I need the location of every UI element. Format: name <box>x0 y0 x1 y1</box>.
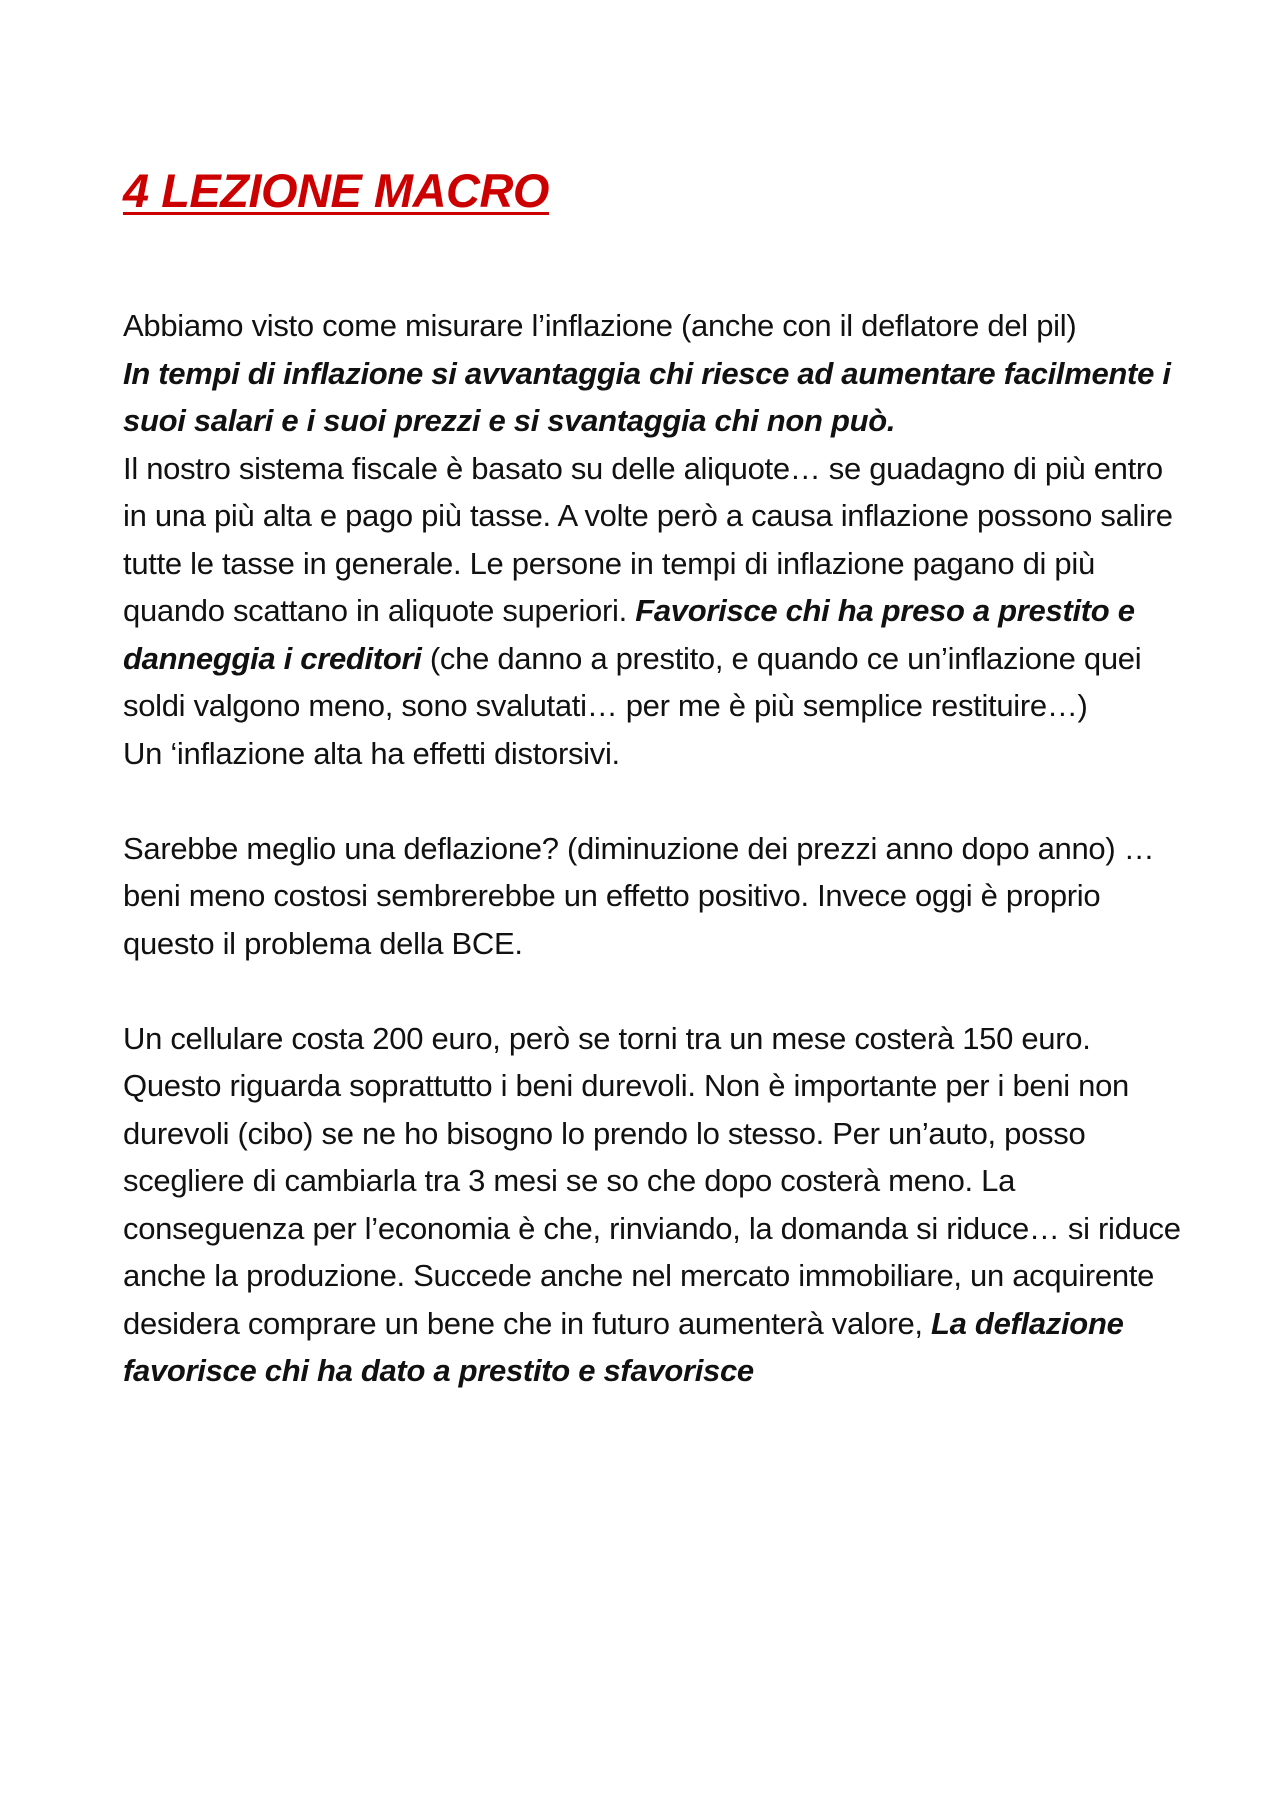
paragraph-key-point: In tempi di inflazione si avvantaggia chi riesce ad aumentare facilmente i suoi salari e i suoi prezzi e si svantaggia chi non può. <box>123 355 1171 438</box>
paragraph-deflation-question: Sarebbe meglio una deflazione? (diminuzione dei prezzi anno dopo anno) …beni meno costosi sembrerebbe un effetto positivo. Invece oggi è proprio questo il problema della BCE. <box>123 830 1155 961</box>
paragraph-gap <box>123 777 1183 825</box>
paragraph-fiscal-system <box>123 445 1183 730</box>
page-title: 4 LEZIONE MACRO <box>123 164 549 217</box>
example-emphasis: La deflazione favorisce chi ha dato a prestito e sfavorisce <box>123 1305 1124 1388</box>
fiscal-text: Il nostro sistema fiscale è basato su delle aliquote… se guadagno di più entro in una più alta e pago più tasse. A volte però a causa inflazione possono salire tutte le tasse in generale. Le persone in tempi di inflazione pagano di più quando scattano in aliquote superiori. <box>123 450 1173 628</box>
paragraph-deflation-example <box>123 1015 1183 1395</box>
paragraph-gap <box>123 967 1183 1015</box>
paragraph-distortive-effects: Un ‘inflazione alta ha effetti distorsivi. <box>123 735 620 771</box>
document-body <box>123 302 1183 1395</box>
fiscal-text-continued: (che danno a prestito, e quando ce un’inflazione quei soldi valgono meno, sono svalutati… per me è più semplice restituire…) <box>123 640 1142 723</box>
paragraph-intro: Abbiamo visto come misurare l’inflazione (anche con il deflatore del pil) <box>123 308 1077 343</box>
fiscal-emphasis: Favorisce chi ha preso a prestito e danneggia i creditori <box>123 593 1135 676</box>
example-text: Un cellulare costa 200 euro, però se torni tra un mese costerà 150 euro. Questo riguarda soprattutto i beni durevoli. Non è importante per i beni non durevoli (cibo) se ne ho bisogno lo prendo lo stesso. Per un’auto, posso scegliere di cambiarla tra 3 mesi se so che dopo costerà meno. La conseguenza per l’economia è che, rinviando, la domanda si riduce… si riduce anche la produzione. Succede anche nel mercato immobiliare, un acquirente desidera comprare un bene che in futuro aumenterà valore, <box>123 1020 1181 1341</box>
